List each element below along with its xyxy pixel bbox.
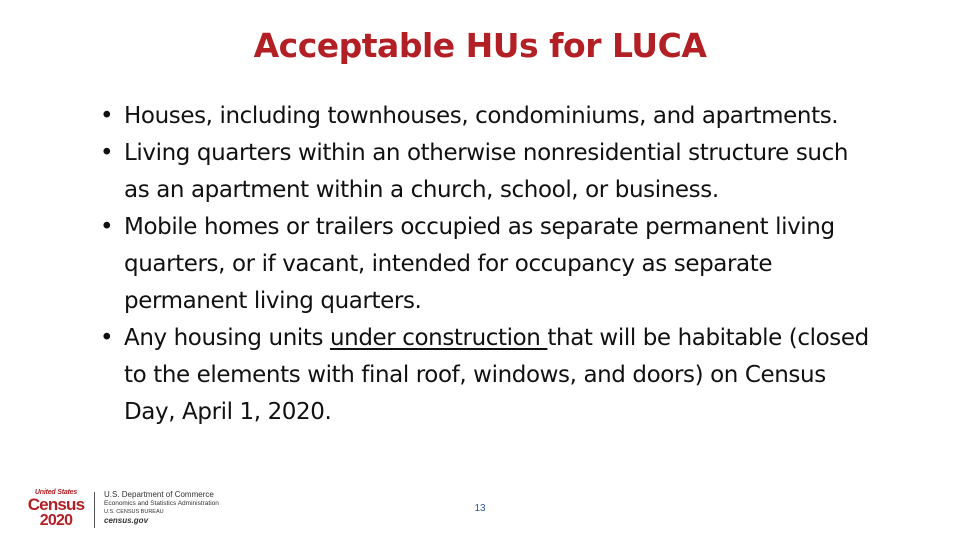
bullet-list bbox=[100, 98, 880, 431]
page-number: 13 bbox=[474, 503, 486, 514]
bullet-item bbox=[100, 135, 880, 209]
logo-census: Census bbox=[27, 495, 85, 514]
logo-url: census.gov bbox=[104, 516, 149, 525]
bullet-marker: • bbox=[100, 140, 114, 166]
bullet-marker: • bbox=[100, 325, 114, 351]
logo-department-block bbox=[104, 490, 219, 526]
bullet-text: Houses, including townhouses, condominiums, and apartments. bbox=[124, 103, 839, 129]
bullet-marker: • bbox=[100, 103, 114, 129]
logo-united-states: United States bbox=[34, 489, 78, 496]
logo-bureau: U.S. CENSUS BUREAU bbox=[104, 509, 164, 515]
bullet-item bbox=[100, 320, 880, 431]
logo-year: 2020 bbox=[39, 512, 73, 529]
slide-title: Acceptable HUs for LUCA bbox=[253, 26, 707, 65]
bullet-text: Mobile homes or trailers occupied as separate permanent living quarters, or if vacant, intended for occupancy as separate permanent living quarters. bbox=[124, 214, 835, 314]
bullet-item bbox=[100, 209, 880, 320]
logo-administration: Economics and Statistics Administration bbox=[104, 500, 219, 507]
bullet-text-before: Any housing units bbox=[124, 325, 330, 351]
logo-divider bbox=[94, 492, 95, 528]
bullet-text-underlined: under construction bbox=[329, 325, 548, 351]
census-2020-wordmark bbox=[24, 489, 88, 529]
bullet-marker: • bbox=[100, 214, 114, 240]
bullet-text: Living quarters within an otherwise nonresidential structure such as an apartment within a church, school, or business. bbox=[124, 140, 849, 203]
bullet-text-after: that will be habitable (closed to the elements with final roof, windows, and doors) on Census Day, April 1, 2020. bbox=[124, 325, 869, 425]
bullet-item bbox=[100, 98, 880, 135]
logo-department: U.S. Department of Commerce bbox=[104, 490, 214, 499]
census-logo bbox=[24, 489, 264, 533]
